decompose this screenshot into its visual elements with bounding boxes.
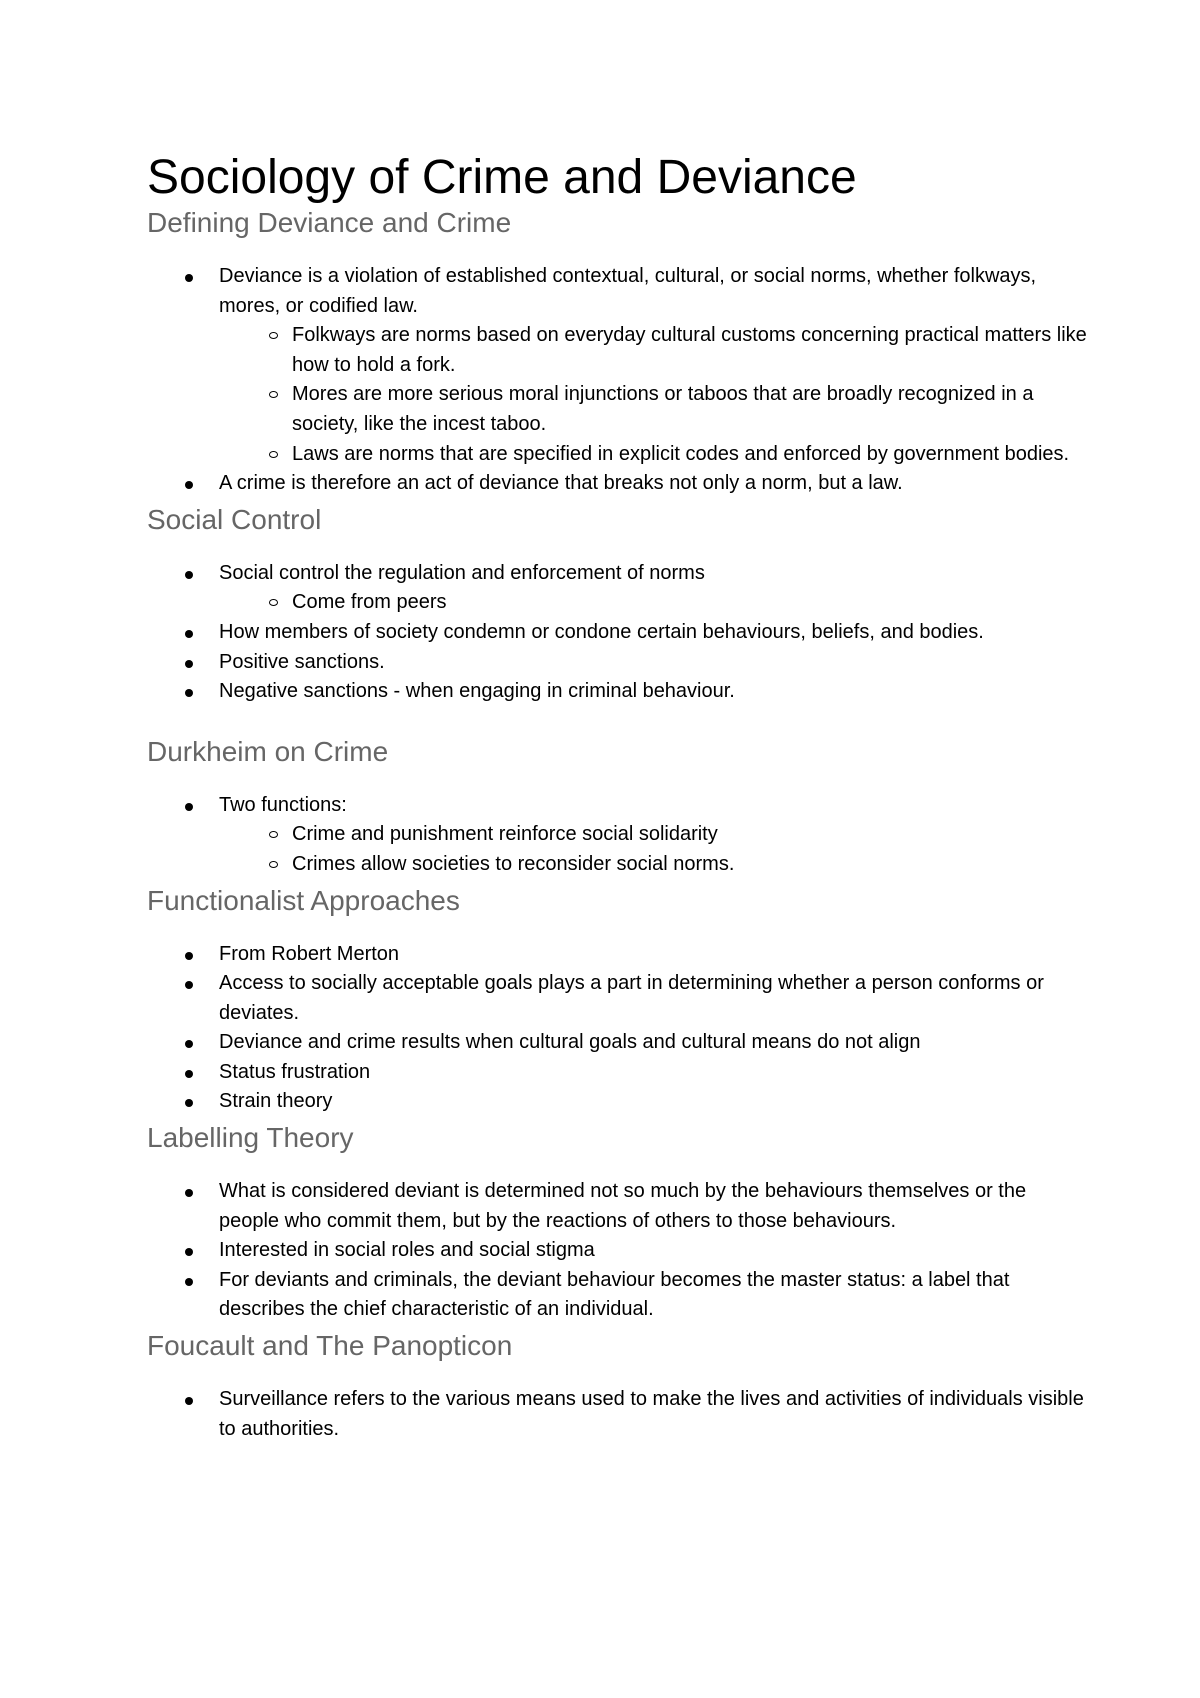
section-heading-social-control: Social Control — [147, 503, 322, 535]
bullet-list — [147, 1177, 1087, 1325]
list-item — [147, 1058, 1087, 1088]
bullet-ring-icon — [269, 391, 278, 398]
bullet-list — [147, 940, 1087, 1118]
list-item-text: For deviants and criminals, the deviant behaviour becomes the master status: a label that describes the chief characteristic of an individual. — [219, 1268, 1010, 1321]
bullet-dot-icon — [185, 660, 193, 668]
bullet-list — [147, 559, 1087, 707]
section-heading-functionalist: Functionalist Approaches — [147, 884, 460, 916]
sub-list — [219, 588, 1087, 618]
list-item — [147, 1177, 1087, 1236]
sub-list-item-text: Laws are norms that are specified in explicit codes and enforced by government bodies. — [292, 442, 1070, 465]
bullet-dot-icon — [185, 1040, 193, 1048]
bullet-dot-icon — [185, 981, 193, 989]
list-item — [147, 791, 1087, 880]
list-item-text: Two functions: — [219, 793, 347, 816]
section-heading-foucault: Foucault and The Panopticon — [147, 1330, 513, 1362]
list-item — [147, 1236, 1087, 1266]
sub-list-item — [219, 380, 1087, 439]
list-item — [147, 648, 1087, 678]
list-item-text: Deviance is a violation of established contextual, cultural, or social norms, whether folkways, mores, or codified law. — [219, 265, 1037, 317]
section-heading-labelling: Labelling Theory — [147, 1122, 354, 1154]
bullet-dot-icon — [185, 481, 193, 489]
bullet-ring-icon — [269, 599, 278, 606]
list-item — [147, 1266, 1087, 1325]
list-item-text: Status frustration — [219, 1060, 371, 1083]
bullet-dot-icon — [185, 274, 193, 282]
section-heading-durkheim: Durkheim on Crime — [147, 735, 389, 767]
bullet-dot-icon — [185, 1248, 193, 1256]
section-heading-defining-deviance: Defining Deviance and Crime — [147, 207, 512, 238]
sub-list — [219, 820, 1087, 879]
bullet-list — [147, 1385, 1087, 1444]
bullet-dot-icon — [185, 952, 193, 960]
sub-list-item-text: Crimes allow societies to reconsider social norms. — [292, 852, 735, 875]
list-item — [147, 969, 1087, 1028]
list-item-text: Social control the regulation and enforcement of norms — [219, 561, 705, 584]
bullet-dot-icon — [185, 1397, 193, 1405]
list-item-text: Access to socially acceptable goals plays a part in determining whether a person conforms or deviates. — [219, 972, 1044, 1024]
sub-list-item-text: Mores are more serious moral injunctions or taboos that are broadly recognized in a society, like the incest taboo. — [292, 383, 1034, 435]
list-item — [147, 940, 1087, 970]
list-item-text: Positive sanctions. — [219, 650, 385, 673]
bullet-dot-icon — [185, 1278, 193, 1286]
list-item-text: Interested in social roles and social stigma — [219, 1239, 595, 1262]
bullet-dot-icon — [185, 689, 193, 697]
bullet-dot-icon — [185, 803, 193, 811]
bullet-dot-icon — [185, 1070, 193, 1078]
list-item — [147, 1028, 1087, 1058]
list-item-text: Surveillance refers to the various means used to make the lives and activities of individuals visible to authorities. — [219, 1388, 1084, 1440]
list-item — [147, 262, 1087, 469]
list-item — [147, 559, 1087, 618]
sub-list-item-text: Folkways are norms based on everyday cultural customs concerning practical matters like how to hold a fork. — [292, 324, 1087, 376]
page-title: Sociology of Crime and Deviance — [147, 151, 857, 204]
document-page — [147, 150, 1087, 1444]
bullet-dot-icon — [185, 630, 193, 638]
sub-list-item — [219, 820, 1087, 850]
sub-list-item — [219, 321, 1087, 380]
bullet-dot-icon — [185, 1189, 193, 1197]
sub-list-item-text: Crime and punishment reinforce social solidarity — [292, 823, 718, 846]
list-item — [147, 618, 1087, 648]
list-item — [147, 1087, 1087, 1117]
list-item-text: Strain theory — [219, 1090, 333, 1113]
list-item-text: What is considered deviant is determined not so much by the behaviours themselves or the people who commit them, but by the reactions of others to those behaviours. — [219, 1180, 1027, 1232]
bullet-dot-icon — [185, 1099, 193, 1107]
bullet-list — [147, 791, 1087, 880]
list-item-text: How members of society condemn or condone certain behaviours, beliefs, and bodies. — [219, 620, 984, 643]
bullet-ring-icon — [269, 831, 278, 838]
list-item-text: A crime is therefore an act of deviance that breaks not only a norm, but a law. — [219, 472, 903, 495]
sub-list-item — [219, 440, 1087, 470]
list-item — [147, 677, 1087, 707]
bullet-ring-icon — [269, 451, 278, 458]
sub-list-item-text: Come from peers — [292, 591, 447, 614]
sub-list-item — [219, 850, 1087, 880]
sub-list — [219, 321, 1087, 469]
list-item — [147, 1385, 1087, 1444]
bullet-ring-icon — [269, 332, 278, 339]
sub-list-item — [219, 588, 1087, 618]
list-item-text: Deviance and crime results when cultural goals and cultural means do not align — [219, 1031, 921, 1054]
bullet-ring-icon — [269, 861, 278, 868]
list-item — [147, 469, 1087, 499]
list-item-text: From Robert Merton — [219, 942, 400, 965]
bullet-dot-icon — [185, 571, 193, 579]
bullet-list — [147, 262, 1087, 499]
list-item-text: Negative sanctions - when engaging in criminal behaviour. — [219, 680, 735, 703]
